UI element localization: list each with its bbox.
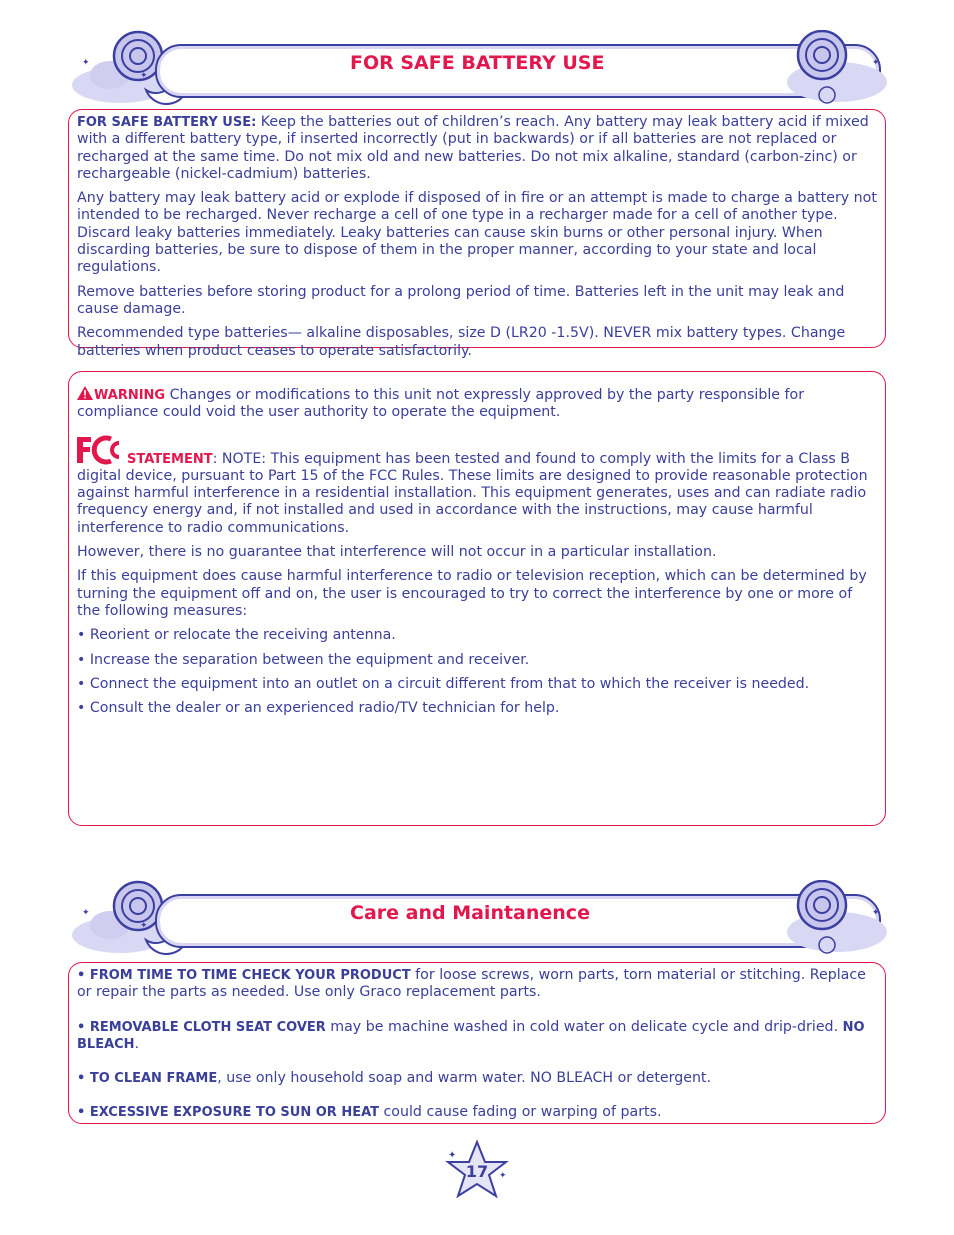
svg-text:✦: ✦	[872, 58, 880, 68]
warning-fcc-box	[68, 371, 886, 826]
battery-safety-box	[68, 109, 886, 359]
battery-label: FOR SAFE BATTERY USE:	[77, 115, 257, 130]
fcc-paragraph-2: However, there is no guarantee that interference will not occur in a particular installation.	[77, 544, 717, 561]
warning-label: WARNING	[94, 388, 166, 403]
svg-text:✦: ✦	[140, 921, 148, 931]
fcc-bullet: • Increase the separation between the equipment and receiver.	[77, 651, 530, 668]
fcc-logo-icon	[77, 435, 121, 465]
battery-paragraph-2: Any battery may leak battery acid or explode if disposed of in fire or an attempt is made to charge a battery not intended to be recharged. Never recharge a cell of one type in a recharger made for a cell of another type. Discard leaky batteries immediately. Leaky batteries can cause skin burns or other personal injury. When discarding batteries, be sure to dispose of them in the proper manner, according to your state and local regulations.	[77, 190, 877, 276]
fcc-bullet: • Connect the equipment into an outlet on a circuit different from that to which the receiver is needed.	[77, 675, 810, 692]
fcc-bullet: • Consult the dealer or an experienced radio/TV technician for help.	[77, 700, 560, 717]
care-item: • REMOVABLE CLOTH SEAT COVER may be machine washed in cold water on delicate cycle and drip-dried. NO BLEACH.	[77, 1018, 865, 1052]
care-item: • FROM TIME TO TIME CHECK YOUR PRODUCT for loose screws, worn parts, torn material or stitching. Replace or repair the parts as needed. Use only Graco replacement parts.	[77, 967, 866, 1001]
svg-text:✦: ✦	[499, 1171, 507, 1181]
svg-text:✦: ✦	[872, 908, 880, 918]
fcc-bullet: • Reorient or relocate the receiving antenna.	[77, 627, 396, 644]
battery-paragraph-4: Recommended type batteries— alkaline disposables, size D (LR20 -1.5V). NEVER mix battery types. Change batteries when product ceases to operate satisfactorily.	[77, 325, 846, 359]
svg-text:✦: ✦	[140, 71, 148, 81]
svg-text:✦: ✦	[82, 908, 90, 918]
statement-label: STATEMENT	[127, 451, 213, 467]
care-item: • EXCESSIVE EXPOSURE TO SUN OR HEAT could cause fading or warping of parts.	[77, 1104, 662, 1121]
cloud-swirl-right-icon	[782, 30, 892, 110]
page-number: 17	[465, 1162, 489, 1181]
care-item: • TO CLEAN FRAME, use only household soap and warm water. NO BLEACH or detergent.	[77, 1070, 712, 1087]
care-maintenance-box	[68, 962, 886, 1124]
svg-text:✦: ✦	[448, 1150, 457, 1161]
cloud-swirl-right-icon	[782, 880, 892, 960]
section-title: FOR SAFE BATTERY USE	[350, 52, 605, 74]
fcc-statement-paragraph: STATEMENT: NOTE: This equipment has been tested and found to comply with the limits for a Class B digital device, pursuant to Part 15 of the FCC Rules. These limits are designed to provide reasonable protection against harmful interference in a residential installation. This equipment generates, uses and can radiate radio frequency energy and, if not installed and used in accordance with the instructions, may cause harmful interference to radio communications.	[77, 435, 879, 537]
battery-paragraph-3: Remove batteries before storing product for a prolong period of time. Batteries left in the unit may leak and cause damage.	[77, 283, 845, 317]
section-banner-battery	[70, 38, 890, 102]
fcc-paragraph-3: If this equipment does cause harmful interference to radio or television reception, which can be determined by turning the equipment off and on, the user is encouraged to try to correct the interference by one or more of the following measures:	[77, 568, 867, 619]
section-banner-care	[70, 888, 890, 952]
svg-text:✦: ✦	[82, 58, 90, 68]
warning-triangle-icon	[77, 386, 93, 400]
section-title: Care and Maintanence	[350, 902, 590, 924]
warning-paragraph: WARNING Changes or modifications to this unit not expressly approved by the party responsible for compliance could void the user authority to operate the equipment.	[77, 387, 805, 421]
battery-paragraph-1: FOR SAFE BATTERY USE: Keep the batteries out of children’s reach. Any battery may leak battery acid if mixed with a different battery type, if inserted incorrectly (put in backwards) or if all batteries are not replaced or recharged at the same time. Do not mix old and new batteries. Do not mix alkaline, standard (carbon-zinc) or rechargeable (nickel-cadmium) batteries.	[77, 114, 869, 182]
